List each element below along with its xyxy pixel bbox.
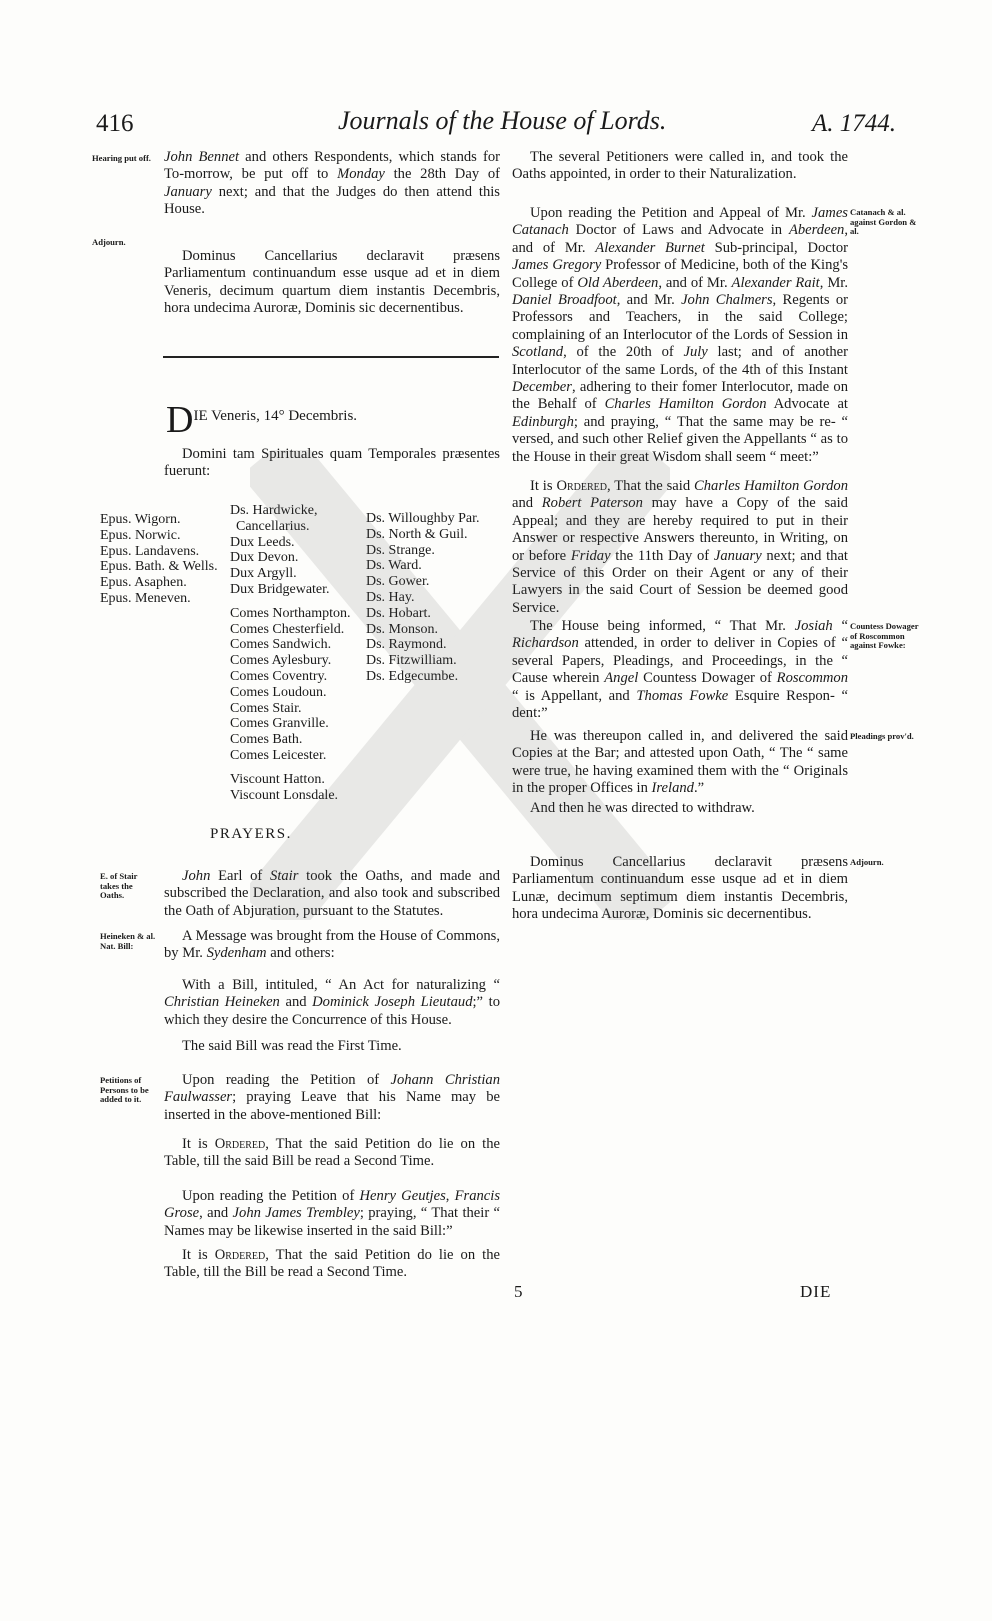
cat-p: John Chalmers bbox=[681, 292, 773, 309]
order-2 bbox=[164, 1247, 500, 1282]
order-gordon-text bbox=[512, 478, 848, 617]
pleadings-paragraph bbox=[512, 728, 848, 798]
cat-w: , adhering to their fomer Interlocutor, made on the Behalf of bbox=[512, 379, 848, 413]
margin-note-catanach: Catanach & al. against Gordon & al. bbox=[850, 207, 917, 237]
p2-c: , bbox=[445, 1188, 455, 1204]
cat-i: Professor of Medicine, both of the King's College of bbox=[512, 257, 848, 291]
adjourn-2-text: Dominus Cancellarius declaravit præsens Parliamentum continuandum esse usque ad et in diem Lunæ, decimum septimum diem instantis Decembris, hora undecima Auroræ, Dominis sic decernentibus. bbox=[512, 854, 848, 923]
ros-i: “ is Appellant, and bbox=[512, 687, 637, 704]
ros-f: Angel bbox=[604, 670, 639, 687]
hearing-b: and others Respondents, which stands for To-morrow, be put off to bbox=[164, 149, 500, 183]
og-d: Charles Hamilton Gordon bbox=[694, 478, 849, 494]
heineken-bill bbox=[164, 977, 500, 1029]
stair-line bbox=[164, 868, 500, 920]
og-a: It is bbox=[530, 478, 557, 494]
ros-a: The House being informed, “ That Mr. bbox=[530, 618, 795, 634]
petition-2-line bbox=[164, 1188, 500, 1240]
cat-x: Charles Hamilton Gordon bbox=[604, 396, 767, 413]
adjourn-paragraph-2 bbox=[512, 854, 848, 924]
pl-a: He was thereupon called in, and delivered the said Copies at the Bar; and attested upon Oath, “ The “ same were true, he having examined them with the “ Originals in the proper Offices in bbox=[512, 728, 848, 797]
margin-note-petitions: Petitions of Persons to be added to it. bbox=[100, 1075, 149, 1105]
bishop-item: Epus. Landavens. bbox=[100, 543, 200, 559]
heineken-message bbox=[164, 928, 500, 963]
page-year: A. 1744. bbox=[812, 110, 897, 137]
signature-mark: 5 bbox=[514, 1282, 523, 1301]
peer-item: Comes Loudoun. bbox=[230, 684, 327, 700]
heineken-bill-c: and bbox=[279, 994, 313, 1011]
p1-b: Johann Christian Faulwasser bbox=[164, 1072, 500, 1106]
heineken-read-text: The said Bill was read the First Time. bbox=[182, 1038, 402, 1054]
cat-b: James Catanach bbox=[512, 205, 848, 239]
roscommon-text bbox=[512, 618, 848, 722]
hearing-a: John Bennet bbox=[164, 149, 240, 165]
cat-g: Sub-principal, Doctor bbox=[704, 239, 848, 256]
cat-c: Doctor of Laws and Advocate in bbox=[568, 222, 789, 239]
o1-c: , That the said Petition do lie on the Table, till the said Bill be read a Second Time. bbox=[164, 1136, 500, 1170]
running-title-text: Journals of the House of Lords. bbox=[338, 106, 667, 135]
hearing-d: the 28th Day of bbox=[384, 166, 500, 183]
die-rest: IE Veneris, 14° Decembris. bbox=[193, 408, 358, 424]
heineken-read bbox=[164, 1038, 500, 1055]
hearing-f: next; and that the Judges do then attend this House. bbox=[164, 183, 500, 218]
stair-c: Stair bbox=[270, 868, 299, 884]
section-rule bbox=[163, 356, 499, 358]
peer-item: Ds. Ward. bbox=[366, 558, 422, 574]
heineken-msg-line bbox=[164, 928, 500, 963]
o1-a: It is bbox=[182, 1136, 215, 1152]
catanach-text bbox=[512, 205, 848, 466]
cat-y: Advocate at bbox=[766, 396, 848, 413]
peer-item: Dux Argyll. bbox=[230, 566, 297, 582]
peer-item: Comes Bath. bbox=[230, 732, 303, 748]
og-e: and bbox=[512, 495, 542, 512]
og-i: the 11th Day of bbox=[610, 547, 714, 564]
bishop-item: Epus. Wigorn. bbox=[100, 512, 181, 527]
cat-l: Alexander Rait bbox=[731, 274, 820, 291]
heineken-bill-b: Christian Heineken bbox=[164, 994, 280, 1011]
bishop-item: Epus. Norwic. bbox=[100, 527, 181, 543]
peer-item: Dux Leeds. bbox=[230, 534, 295, 550]
pleadings-text bbox=[512, 728, 848, 798]
p2-g: ; praying, “ That their “ Names may be likewise inserted in the said Bill:” bbox=[164, 1205, 501, 1239]
adjourn-paragraph-1 bbox=[164, 248, 500, 318]
ros-c: “ bbox=[832, 618, 848, 634]
peers-column-2 bbox=[230, 503, 365, 803]
o2-a: It is bbox=[182, 1247, 215, 1263]
margin-note-heineken: Heineken & al. Nat. Bill: bbox=[100, 931, 156, 951]
margin-note-adjourn-2: Adjourn. bbox=[850, 857, 884, 867]
cat-n: Daniel Broadfoot bbox=[512, 292, 617, 309]
cat-u: last; and of another Interlocutor of the same Lords, of the 4th of this Instant bbox=[512, 344, 849, 378]
ros-h: Roscommon bbox=[776, 670, 848, 687]
petition-2 bbox=[164, 1188, 500, 1240]
stair-a: John bbox=[182, 868, 211, 884]
roscommon-paragraph bbox=[512, 618, 848, 722]
margin-note-stair: E. of Stair takes the Oaths. bbox=[100, 871, 138, 901]
cat-e: , and of Mr. bbox=[512, 222, 848, 256]
peer-item: Ds. Edgecumbe. bbox=[366, 668, 459, 684]
oaths-paragraph bbox=[512, 149, 848, 184]
pl-c: .” bbox=[693, 780, 705, 797]
cat-s: , of the 20th of bbox=[563, 344, 684, 361]
stair-paragraph bbox=[164, 868, 500, 920]
peer-item: Dux Bridgewater. bbox=[230, 581, 330, 597]
hearing-c: Monday bbox=[337, 166, 385, 183]
og-b: Ordered bbox=[556, 478, 607, 494]
peer-item: Ds. Fitzwilliam. bbox=[366, 653, 457, 669]
margin-note-pleadings: Pleadings prov'd. bbox=[850, 731, 914, 741]
cat-t: July bbox=[683, 344, 708, 361]
cat-j: Old Aberdeen bbox=[577, 274, 659, 291]
og-c: , That the said bbox=[606, 478, 695, 494]
peer-item: Viscount Lonsdale. bbox=[230, 787, 339, 803]
bishops-list bbox=[100, 512, 230, 607]
peer-item: Ds. Gower. bbox=[366, 574, 430, 590]
peer-item: Ds. Strange. bbox=[366, 542, 435, 558]
og-k: next; and that Service of this Order on their Agent or any of their Lawyers in the said Court of Session be deemed good Service. bbox=[512, 547, 848, 616]
oaths-text: The several Petitioners were called in, and took the Oaths appointed, in order to their Naturalization. bbox=[512, 149, 848, 183]
ros-j: Thomas Fowke bbox=[636, 687, 729, 704]
peer-item: Ds. North & Guil. bbox=[366, 526, 468, 542]
peer-item: Viscount Hatton. bbox=[230, 771, 325, 787]
margin-note-hearing: Hearing put off. bbox=[92, 153, 151, 163]
peer-item: Comes Chesterfield. bbox=[230, 621, 345, 637]
cat-a: Upon reading the Petition and Appeal of Mr. bbox=[530, 205, 812, 221]
peer-item: Ds. Hobart. bbox=[366, 605, 431, 621]
cat-q: , Regents or Professors and Teachers, in the said College; complaining of an Interlocutor of the Lords of Session in bbox=[512, 292, 848, 343]
cat-z: Edinburgh bbox=[512, 413, 574, 430]
p2-f: John James Trembley bbox=[232, 1205, 360, 1222]
peer-item: Dux Devon. bbox=[230, 550, 299, 566]
hearing-e: January bbox=[164, 183, 212, 200]
peer-item: Comes Stair. bbox=[230, 700, 302, 716]
heineken-bill-a: With a Bill, intituled, “ An Act for naturalizing “ bbox=[182, 977, 500, 993]
ros-b: Josiah bbox=[794, 618, 833, 634]
prayers-heading: PRAYERS. bbox=[210, 826, 292, 842]
cat-k: , and of Mr. bbox=[658, 274, 732, 291]
cat-aa: ; and praying, “ That the same may be re- “ versed, and such other Relief given the Appellants “ as to the House in their great Wisdom shall seem “ meet:” bbox=[512, 413, 848, 465]
peer-item: Ds. Raymond. bbox=[366, 637, 447, 653]
cat-d: Aberdeen bbox=[788, 222, 845, 239]
heineken-msg-c: and others: bbox=[266, 945, 335, 962]
order-1 bbox=[164, 1136, 500, 1171]
running-title bbox=[338, 106, 666, 136]
peer-cancellarius: Ds. Hardwicke, Cancellarius. bbox=[230, 503, 318, 534]
order-2-line bbox=[164, 1247, 500, 1282]
heineken-bill-e: ;” to which they desire the Concurrence of this House. bbox=[164, 994, 500, 1028]
margin-note-roscommon: Countess Dowager of Roscommon against Fowke: bbox=[850, 621, 919, 651]
adjourn-1-text: Dominus Cancellarius declaravit præsens Parliamentum continuandum esse usque ad et in diem Veneris, decimum quartum diem instantis Decembris, hora undecima Auroræ, Dominis sic decernentibus. bbox=[164, 248, 500, 317]
bishop-item: Epus. Bath. & Wells. bbox=[100, 559, 218, 575]
ros-e: attended, in order to deliver in Copies of “ several Papers, Pleadings, and Proceedings, in the “ Cause wherein bbox=[512, 635, 848, 687]
stair-b: Earl of bbox=[210, 868, 271, 884]
order-gordon-paragraph bbox=[512, 478, 848, 617]
cat-v: December bbox=[512, 379, 572, 396]
cat-m: , Mr. bbox=[819, 274, 848, 291]
peer-item bbox=[230, 503, 365, 535]
o2-c: , That the said Petition do lie on the Table, till the Bill be read a Second Time. bbox=[164, 1247, 500, 1281]
peer-item: Comes Granville. bbox=[230, 716, 329, 732]
peer-item: Comes Northampton. bbox=[230, 605, 351, 621]
ros-d: Richardson bbox=[512, 635, 579, 652]
og-g: may have a Copy of the said Appeal; and they are hereby required to put in their Answer or respective Answers thereunto, in Writing, on or before bbox=[512, 495, 848, 564]
margin-note-adjourn-1: Adjourn. bbox=[92, 237, 126, 247]
withdraw-paragraph bbox=[512, 800, 848, 817]
domini-text: Domini tam Spirituales quam Temporales præsentes fuerunt: bbox=[164, 446, 500, 480]
o2-b: Ordered bbox=[214, 1247, 266, 1263]
heineken-msg-b: Sydenham bbox=[206, 945, 267, 962]
catanach-paragraph bbox=[512, 205, 848, 466]
peer-item: Comes Sandwich. bbox=[230, 637, 332, 653]
bishop-item: Epus. Meneven. bbox=[100, 590, 191, 606]
cat-o: , and Mr. bbox=[616, 292, 682, 309]
page-number: 416 bbox=[96, 110, 134, 137]
cat-h: James Gregory bbox=[512, 257, 602, 274]
die-initial: D bbox=[166, 399, 194, 441]
peer-item: Ds. Willoughby Par. bbox=[366, 511, 480, 526]
cat-f: Alexander Burnet bbox=[595, 239, 705, 256]
og-h: Friday bbox=[570, 547, 611, 564]
heineken-bill-line bbox=[164, 977, 500, 1029]
o1-b: Ordered bbox=[214, 1136, 266, 1152]
stair-d: took the Oaths, and made and subscribed the Declaration, and also took and subscribed the Oath of Abjuration, pursuant to the Statutes. bbox=[164, 868, 500, 919]
heineken-msg-a: A Message was brought from the House of Commons, by Mr. bbox=[164, 928, 500, 962]
peers-column-3 bbox=[366, 511, 500, 685]
peer-item: Comes Coventry. bbox=[230, 668, 328, 684]
petition-1 bbox=[164, 1072, 500, 1124]
peer-item: Comes Leicester. bbox=[230, 747, 327, 763]
p2-d: Francis Grose bbox=[164, 1188, 501, 1222]
og-j: January bbox=[713, 547, 762, 564]
die-heading bbox=[166, 399, 496, 441]
ros-k: Esquire Respon- “ dent:” bbox=[512, 687, 848, 722]
heineken-bill-d: Dominick Joseph Lieutaud bbox=[312, 994, 473, 1011]
p2-b: Henry Geutjes bbox=[359, 1188, 446, 1204]
bishop-item: Epus. Asaphen. bbox=[100, 575, 187, 591]
order-1-line bbox=[164, 1136, 500, 1171]
cat-r: Scotland bbox=[512, 344, 564, 361]
p2-a: Upon reading the Petition of bbox=[182, 1188, 360, 1204]
ros-g: Countess Dowager of bbox=[638, 670, 777, 687]
p2-e: , and bbox=[199, 1205, 233, 1222]
catchword: DIE bbox=[800, 1282, 832, 1301]
pl-b: Ireland bbox=[651, 780, 694, 797]
peer-item: Ds. Monson. bbox=[366, 621, 438, 637]
hearing-paragraph bbox=[164, 149, 500, 219]
petition-1-line bbox=[164, 1072, 500, 1124]
peer-item: Ds. Hay. bbox=[366, 589, 415, 605]
domini-line bbox=[164, 446, 500, 481]
p1-c: ; praying Leave that his Name may be inserted in the above-mentioned Bill: bbox=[164, 1089, 500, 1123]
peer-item: Comes Aylesbury. bbox=[230, 653, 332, 669]
og-f: Robert Paterson bbox=[541, 495, 643, 512]
withdraw-text: And then he was directed to withdraw. bbox=[530, 800, 755, 816]
p1-a: Upon reading the Petition of bbox=[182, 1072, 391, 1088]
